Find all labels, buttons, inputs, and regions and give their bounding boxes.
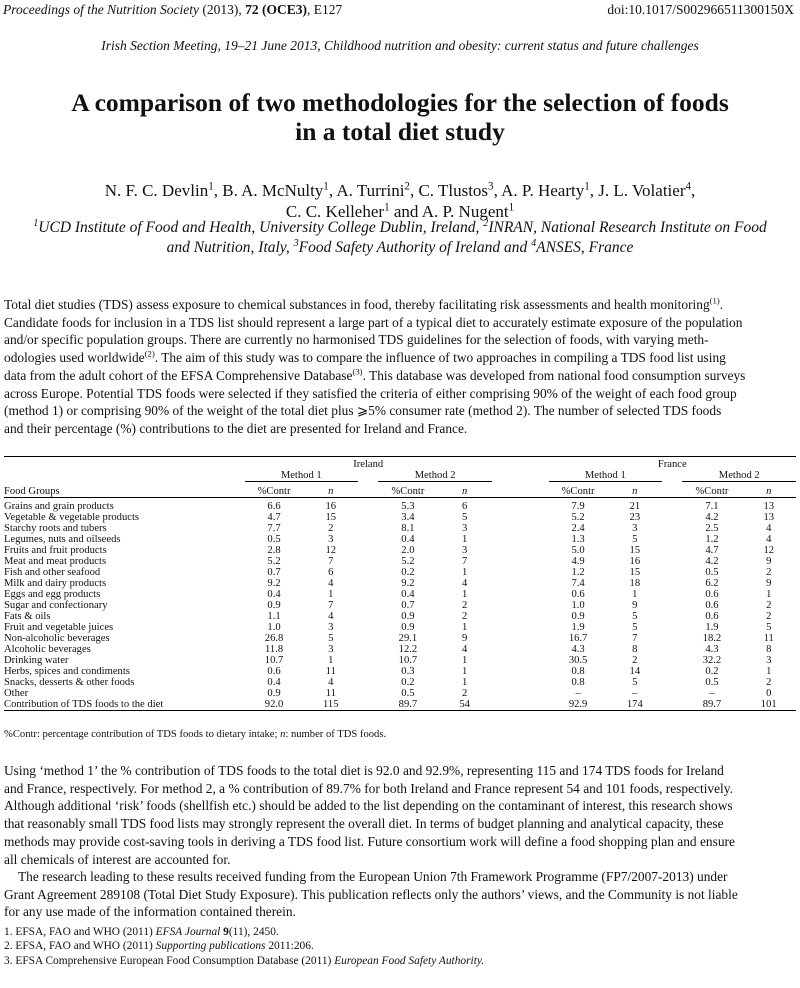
contr-cell: 0.4 bbox=[401, 534, 415, 545]
contr-cell: 0.2 bbox=[401, 567, 415, 578]
contr-cell: 0.4 bbox=[267, 677, 281, 688]
contr-cell: 11.8 bbox=[264, 644, 284, 655]
n-cell: 4 bbox=[462, 644, 468, 655]
n-cell: 11 bbox=[763, 633, 774, 644]
n-cell: 23 bbox=[629, 512, 641, 523]
contr-cell: 0.9 bbox=[571, 611, 585, 622]
table-row bbox=[4, 501, 796, 512]
n-cell: 8 bbox=[766, 644, 772, 655]
table-row bbox=[4, 556, 796, 567]
n-cell: 11 bbox=[325, 688, 336, 699]
contr-cell: 30.5 bbox=[568, 655, 588, 666]
method-header: Method 2 bbox=[682, 470, 796, 482]
contr-cell: 9.2 bbox=[401, 578, 415, 589]
contr-cell: 8.1 bbox=[401, 523, 415, 534]
method-header: Method 2 bbox=[378, 470, 491, 482]
contr-cell: 10.7 bbox=[398, 655, 418, 666]
col-header-contr: %Contr bbox=[257, 486, 291, 497]
n-cell: 9 bbox=[766, 556, 772, 567]
n-cell: 5 bbox=[632, 611, 638, 622]
contr-cell: – bbox=[575, 688, 581, 699]
contr-cell: 6.6 bbox=[267, 501, 281, 512]
references bbox=[4, 925, 484, 968]
contr-cell: 0.5 bbox=[267, 534, 281, 545]
reference-item: 1. EFSA, FAO and WHO (2011) EFSA Journal 9(11), 2450. bbox=[4, 926, 279, 938]
meeting-line: Irish Section Meeting, 19–21 June 2013, Childhood nutrition and obesity: current status and future challenges bbox=[101, 38, 699, 53]
contr-cell: 1.3 bbox=[571, 534, 585, 545]
n-cell: 1 bbox=[328, 655, 334, 666]
contr-cell: 29.1 bbox=[398, 633, 418, 644]
n-cell: 21 bbox=[629, 501, 641, 512]
results-paragraph bbox=[4, 762, 796, 868]
n-cell: 2 bbox=[328, 523, 334, 534]
results-line: Using ‘method 1’ the % contribution of TDS foods to the total diet is 92.0 and 92.9%, representing 115 and 174 TDS foods for Ireland bbox=[4, 763, 724, 778]
reference-item: 3. EFSA Comprehensive European Food Consumption Database (2011) European Food Safety Authority. bbox=[4, 954, 485, 967]
contr-cell: 0.4 bbox=[267, 589, 281, 600]
col-header-n: n bbox=[462, 486, 468, 497]
food-group-cell: Fruit and vegetable juices bbox=[4, 622, 114, 633]
contr-cell: 0.3 bbox=[401, 666, 415, 677]
n-cell: 1 bbox=[462, 589, 468, 600]
n-cell: 1 bbox=[462, 677, 468, 688]
contr-cell: 7.1 bbox=[705, 501, 719, 512]
contr-cell: 0.6 bbox=[705, 589, 719, 600]
authors-line-2: C. C. Kelleher$^1$ and A. P. Nugent$^1$ bbox=[285, 201, 515, 221]
contr-cell: – bbox=[709, 688, 715, 699]
col-header-contr: %Contr bbox=[561, 486, 595, 497]
contr-cell: 7.9 bbox=[571, 501, 585, 512]
n-cell: 54 bbox=[437, 699, 491, 711]
n-cell: 2 bbox=[462, 688, 468, 699]
contr-cell: 5.2 bbox=[571, 512, 585, 523]
food-group-cell: Drinking water bbox=[4, 655, 69, 666]
n-cell: 2 bbox=[632, 655, 638, 666]
contr-cell: 0.6 bbox=[705, 611, 719, 622]
contr-cell: 4.2 bbox=[705, 556, 719, 567]
contr-cell: 4.3 bbox=[571, 644, 585, 655]
food-group-cell: Contribution of TDS foods to the diet bbox=[4, 699, 245, 711]
food-group-cell: Sugar and confectionary bbox=[4, 600, 108, 611]
n-cell: 9 bbox=[462, 633, 468, 644]
contr-cell: 0.7 bbox=[267, 567, 281, 578]
contr-cell: 0.6 bbox=[705, 600, 719, 611]
table-body bbox=[4, 501, 796, 711]
col-header-n: n bbox=[632, 486, 638, 497]
n-cell: 1 bbox=[462, 622, 468, 633]
contr-cell: 0.5 bbox=[705, 677, 719, 688]
col-header-contr: %Contr bbox=[695, 486, 729, 497]
results-table bbox=[4, 456, 796, 711]
n-cell: 3 bbox=[462, 523, 468, 534]
n-cell: 9 bbox=[766, 578, 772, 589]
food-group-cell: Snacks, desserts & other foods bbox=[4, 677, 135, 688]
article-title bbox=[0, 88, 800, 146]
n-cell: 12 bbox=[325, 545, 337, 556]
affiliation-line-2: and Nutrition, Italy, $^3$Food Safety Authority of Ireland and $^4$ANSES, France bbox=[166, 237, 634, 256]
n-cell: 7 bbox=[328, 556, 334, 567]
doi[interactable]: doi:10.1017/S002966511300150X bbox=[607, 2, 794, 17]
n-cell: 3 bbox=[328, 644, 334, 655]
n-cell: 5 bbox=[328, 633, 334, 644]
n-cell: 3 bbox=[328, 534, 334, 545]
contr-cell: 0.7 bbox=[401, 600, 415, 611]
results-line: Although additional ‘risk’ foods (shellfish etc.) should be added to the list depending on the contaminant of interest, this research shows bbox=[4, 798, 733, 814]
contr-cell: 1.2 bbox=[571, 567, 585, 578]
table-row bbox=[4, 677, 796, 688]
food-group-cell: Meat and meat products bbox=[4, 556, 107, 567]
n-cell: 9 bbox=[632, 600, 638, 611]
abstract-line: and their percentage (%) contributions to the diet are presented for Ireland and France. bbox=[4, 420, 468, 436]
funding-paragraph bbox=[4, 868, 796, 921]
col-header-food-groups: Food Groups bbox=[4, 486, 60, 497]
n-cell: 174 bbox=[608, 699, 662, 711]
n-cell: 15 bbox=[325, 512, 337, 523]
n-cell: 7 bbox=[632, 633, 638, 644]
reference-item: 2. EFSA, FAO and WHO (2011) Supporting publications 2011:206. bbox=[4, 940, 314, 953]
contr-cell: 0.9 bbox=[401, 622, 415, 633]
food-group-cell: Fats & oils bbox=[4, 611, 51, 622]
contr-cell: 5.2 bbox=[267, 556, 281, 567]
n-cell: 5 bbox=[632, 677, 638, 688]
contr-cell: 4.9 bbox=[571, 556, 585, 567]
food-group-cell: Grains and grain products bbox=[4, 501, 114, 512]
contr-cell: 0.6 bbox=[267, 666, 281, 677]
abstract-line: data from the adult cohort of the EFSA Comprehensive Database$^{(3)}$. This database was developed from national food consumption surveys bbox=[4, 366, 746, 383]
n-cell: 13 bbox=[763, 501, 775, 512]
n-cell: 1 bbox=[766, 589, 772, 600]
n-cell: 3 bbox=[632, 523, 638, 534]
table-row bbox=[4, 666, 796, 677]
col-header-n: n bbox=[328, 486, 334, 497]
n-cell: 6 bbox=[462, 501, 468, 512]
contr-cell: 0.5 bbox=[705, 567, 719, 578]
contr-cell: 0.6 bbox=[571, 589, 585, 600]
n-cell: 16 bbox=[325, 501, 337, 512]
contr-cell: 10.7 bbox=[264, 655, 284, 666]
n-cell: 12 bbox=[763, 545, 775, 556]
n-cell: 101 bbox=[741, 699, 796, 711]
n-cell: 2 bbox=[766, 677, 772, 688]
n-cell: 15 bbox=[629, 567, 641, 578]
food-group-cell: Alcoholic beverages bbox=[4, 644, 91, 655]
funding-line: for any use made of the information contained therein. bbox=[4, 904, 296, 920]
n-cell: 1 bbox=[462, 534, 468, 545]
n-cell: 4 bbox=[328, 578, 334, 589]
journal-citation: Proceedings of the Nutrition Society (2013), 72 (OCE3), E127 bbox=[3, 2, 343, 17]
contr-cell: 0.9 bbox=[401, 611, 415, 622]
abstract-line: Total diet studies (TDS) assess exposure to chemical substances in food, thereby facilitating risk assessments and health monitoring$^{(1)}$. bbox=[4, 295, 724, 312]
contr-cell: 0.2 bbox=[401, 677, 415, 688]
contr-cell: 2.8 bbox=[267, 545, 281, 556]
contr-cell: 1.0 bbox=[267, 622, 281, 633]
n-cell: 4 bbox=[328, 677, 334, 688]
title-line-1: A comparison of two methodologies for the selection of foods bbox=[71, 88, 729, 117]
table-row bbox=[4, 578, 796, 589]
contr-cell: 3.4 bbox=[401, 512, 415, 523]
contr-cell: 1.2 bbox=[705, 534, 719, 545]
food-group-cell: Legumes, nuts and oilseeds bbox=[4, 534, 121, 545]
table-row bbox=[4, 589, 796, 600]
n-cell: 7 bbox=[328, 600, 334, 611]
contr-cell: 4.7 bbox=[705, 545, 719, 556]
method-header: Method 1 bbox=[549, 470, 662, 482]
contr-cell: 0.4 bbox=[401, 589, 415, 600]
n-cell: 2 bbox=[766, 567, 772, 578]
contr-cell: 5.0 bbox=[571, 545, 585, 556]
contr-cell: 4.2 bbox=[705, 512, 719, 523]
n-cell: 1 bbox=[328, 589, 334, 600]
results-line: and France, respectively. For method 2, a % contribution of 89.7% for both Ireland and France represent 54 and 101 foods, respectively. bbox=[4, 780, 733, 796]
food-group-cell: Eggs and egg products bbox=[4, 589, 101, 600]
contr-cell: 12.2 bbox=[398, 644, 418, 655]
results-line: that reasonably small TDS food lists may strongly represent the overall diet. In terms of budget planning and analytical capacity, these bbox=[4, 816, 724, 832]
n-cell: 16 bbox=[629, 556, 641, 567]
contr-cell: 0.9 bbox=[267, 688, 281, 699]
food-group-cell: Milk and dairy products bbox=[4, 578, 107, 589]
table-row bbox=[4, 567, 796, 578]
abstract-line: (method 1) or comprising 90% of the weight of the total diet plus ⩾5% consumer rate (method 2). The number of selected TDS foods bbox=[4, 403, 722, 419]
abstract-line: odologies used worldwide$^{(2)}$. The aim of this study was to compare the influence of two approaches in compiling a TDS food list using bbox=[4, 348, 726, 366]
food-group-cell: Fruits and fruit products bbox=[4, 545, 107, 556]
contr-cell: 2.4 bbox=[571, 523, 585, 534]
n-cell: 2 bbox=[462, 611, 468, 622]
table-row bbox=[4, 512, 796, 523]
n-cell: 11 bbox=[325, 666, 336, 677]
table-row bbox=[4, 633, 796, 644]
contr-cell: 92.0 bbox=[245, 699, 304, 711]
contr-cell: 2.0 bbox=[401, 545, 415, 556]
contr-cell: 1.0 bbox=[571, 600, 585, 611]
n-cell: 14 bbox=[629, 666, 641, 677]
contr-cell: 6.2 bbox=[705, 578, 719, 589]
food-group-cell: Herbs, spices and condiments bbox=[4, 666, 130, 677]
abstract-line: across Europe. Potential TDS foods were selected if they satisfied the criteria of either comprising 90% of the weight of each food group bbox=[4, 385, 737, 401]
funding-line: The research leading to these results received funding from the European Union 7th Framework Programme (FP7/2007-2013) under bbox=[18, 869, 728, 884]
table-row bbox=[4, 534, 796, 545]
n-cell: 18 bbox=[629, 578, 641, 589]
table-row bbox=[4, 699, 796, 711]
contr-cell: 0.5 bbox=[401, 688, 415, 699]
n-cell: 5 bbox=[462, 512, 468, 523]
affiliations bbox=[0, 218, 800, 258]
food-group-cell: Vegetable & vegetable products bbox=[4, 512, 140, 523]
n-cell: 7 bbox=[462, 556, 468, 567]
n-cell: 5 bbox=[766, 622, 772, 633]
n-cell: 1 bbox=[462, 655, 468, 666]
n-cell: 6 bbox=[328, 567, 334, 578]
author-list bbox=[0, 180, 800, 222]
table-row bbox=[4, 644, 796, 655]
table-row bbox=[4, 655, 796, 666]
contr-cell: 1.1 bbox=[267, 611, 281, 622]
n-cell: 5 bbox=[632, 534, 638, 545]
contr-cell: 7.4 bbox=[571, 578, 585, 589]
contr-cell: 4.7 bbox=[267, 512, 281, 523]
food-group-cell: Fish and other seafood bbox=[4, 567, 101, 578]
n-cell: 0 bbox=[766, 688, 772, 699]
title-line-2: in a total diet study bbox=[295, 117, 505, 146]
contr-cell: 18.2 bbox=[702, 633, 722, 644]
col-header-contr: %Contr bbox=[391, 486, 425, 497]
method-header: Method 1 bbox=[245, 470, 358, 482]
contr-cell: 0.8 bbox=[571, 666, 585, 677]
contr-cell: 89.7 bbox=[378, 699, 437, 711]
n-cell: 1 bbox=[462, 666, 468, 677]
food-group-cell: Other bbox=[4, 688, 29, 699]
n-cell: 4 bbox=[766, 523, 772, 534]
n-cell: 1 bbox=[462, 567, 468, 578]
abstract-line: Candidate foods for inclusion in a TDS list should represent a large part of a typical diet to accurately estimate exposure of the population bbox=[4, 314, 743, 330]
contr-cell: 26.8 bbox=[264, 633, 284, 644]
n-cell: 3 bbox=[328, 622, 334, 633]
n-cell: 8 bbox=[632, 644, 638, 655]
food-group-cell: Non-alcoholic beverages bbox=[4, 633, 110, 644]
country-header-france: France bbox=[657, 459, 687, 470]
contr-cell: 5.3 bbox=[401, 501, 415, 512]
results-line: methods may provide cost-saving tools in deriving a TDS food list. Future consortium work will define a food shopping plan and ensure bbox=[4, 833, 735, 849]
n-cell: 2 bbox=[766, 611, 772, 622]
contr-cell: 16.7 bbox=[568, 633, 588, 644]
contr-cell: 0.9 bbox=[267, 600, 281, 611]
table-row bbox=[4, 688, 796, 699]
contr-cell: 2.5 bbox=[705, 523, 719, 534]
n-cell: 1 bbox=[632, 589, 638, 600]
n-cell: – bbox=[632, 688, 638, 699]
table-row bbox=[4, 611, 796, 622]
contr-cell: 32.2 bbox=[702, 655, 722, 666]
contr-cell: 5.2 bbox=[401, 556, 415, 567]
running-header bbox=[3, 2, 794, 20]
contr-cell: 89.7 bbox=[682, 699, 741, 711]
table-footnote: %Contr: percentage contribution of TDS foods to dietary intake; n: number of TDS foods. bbox=[4, 729, 387, 740]
n-cell: 5 bbox=[632, 622, 638, 633]
n-cell: 115 bbox=[304, 699, 358, 711]
affiliation-line-1: $^1$UCD Institute of Food and Health, University College Dublin, Ireland, $^2$INRAN, National Research Institute on Food bbox=[33, 217, 767, 236]
contr-cell: 1.9 bbox=[705, 622, 719, 633]
n-cell: 4 bbox=[462, 578, 468, 589]
abstract-line: and/or specific population groups. There are currently no harmonised TDS guidelines for the selection of foods, with varying meth- bbox=[4, 332, 709, 348]
n-cell: 1 bbox=[766, 666, 772, 677]
n-cell: 4 bbox=[766, 534, 772, 545]
table-row bbox=[4, 622, 796, 633]
contr-cell: 7.7 bbox=[267, 523, 281, 534]
authors-line-1: N. F. C. Devlin$^1$, B. A. McNulty$^1$, A. Turrini$^2$, C. Tlustos$^3$, A. P. Hearty$^1$, J. L. Volatier$^4$, bbox=[104, 180, 696, 200]
table-row bbox=[4, 523, 796, 534]
contr-cell: 0.2 bbox=[705, 666, 719, 677]
contr-cell: 9.2 bbox=[267, 578, 281, 589]
contr-cell: 1.9 bbox=[571, 622, 585, 633]
n-cell: 4 bbox=[328, 611, 334, 622]
contr-cell: 0.8 bbox=[571, 677, 585, 688]
funding-line: Grant Agreement 289108 (Total Diet Study Exposure). This publication reflects only the authors’ views, and the Community is not liable bbox=[4, 886, 738, 902]
abstract-paragraph bbox=[4, 296, 796, 438]
contr-cell: 92.9 bbox=[549, 699, 608, 711]
col-header-n: n bbox=[766, 486, 772, 497]
n-cell: 13 bbox=[763, 512, 775, 523]
table-row bbox=[4, 600, 796, 611]
n-cell: 2 bbox=[766, 600, 772, 611]
n-cell: 3 bbox=[766, 655, 772, 666]
contr-cell: 4.3 bbox=[705, 644, 719, 655]
n-cell: 2 bbox=[462, 600, 468, 611]
table-row bbox=[4, 545, 796, 556]
food-group-cell: Starchy roots and tubers bbox=[4, 523, 107, 534]
results-line: all chemicals of interest are accounted for. bbox=[4, 851, 231, 867]
country-header-ireland: Ireland bbox=[353, 459, 384, 470]
n-cell: 15 bbox=[629, 545, 641, 556]
n-cell: 3 bbox=[462, 545, 468, 556]
